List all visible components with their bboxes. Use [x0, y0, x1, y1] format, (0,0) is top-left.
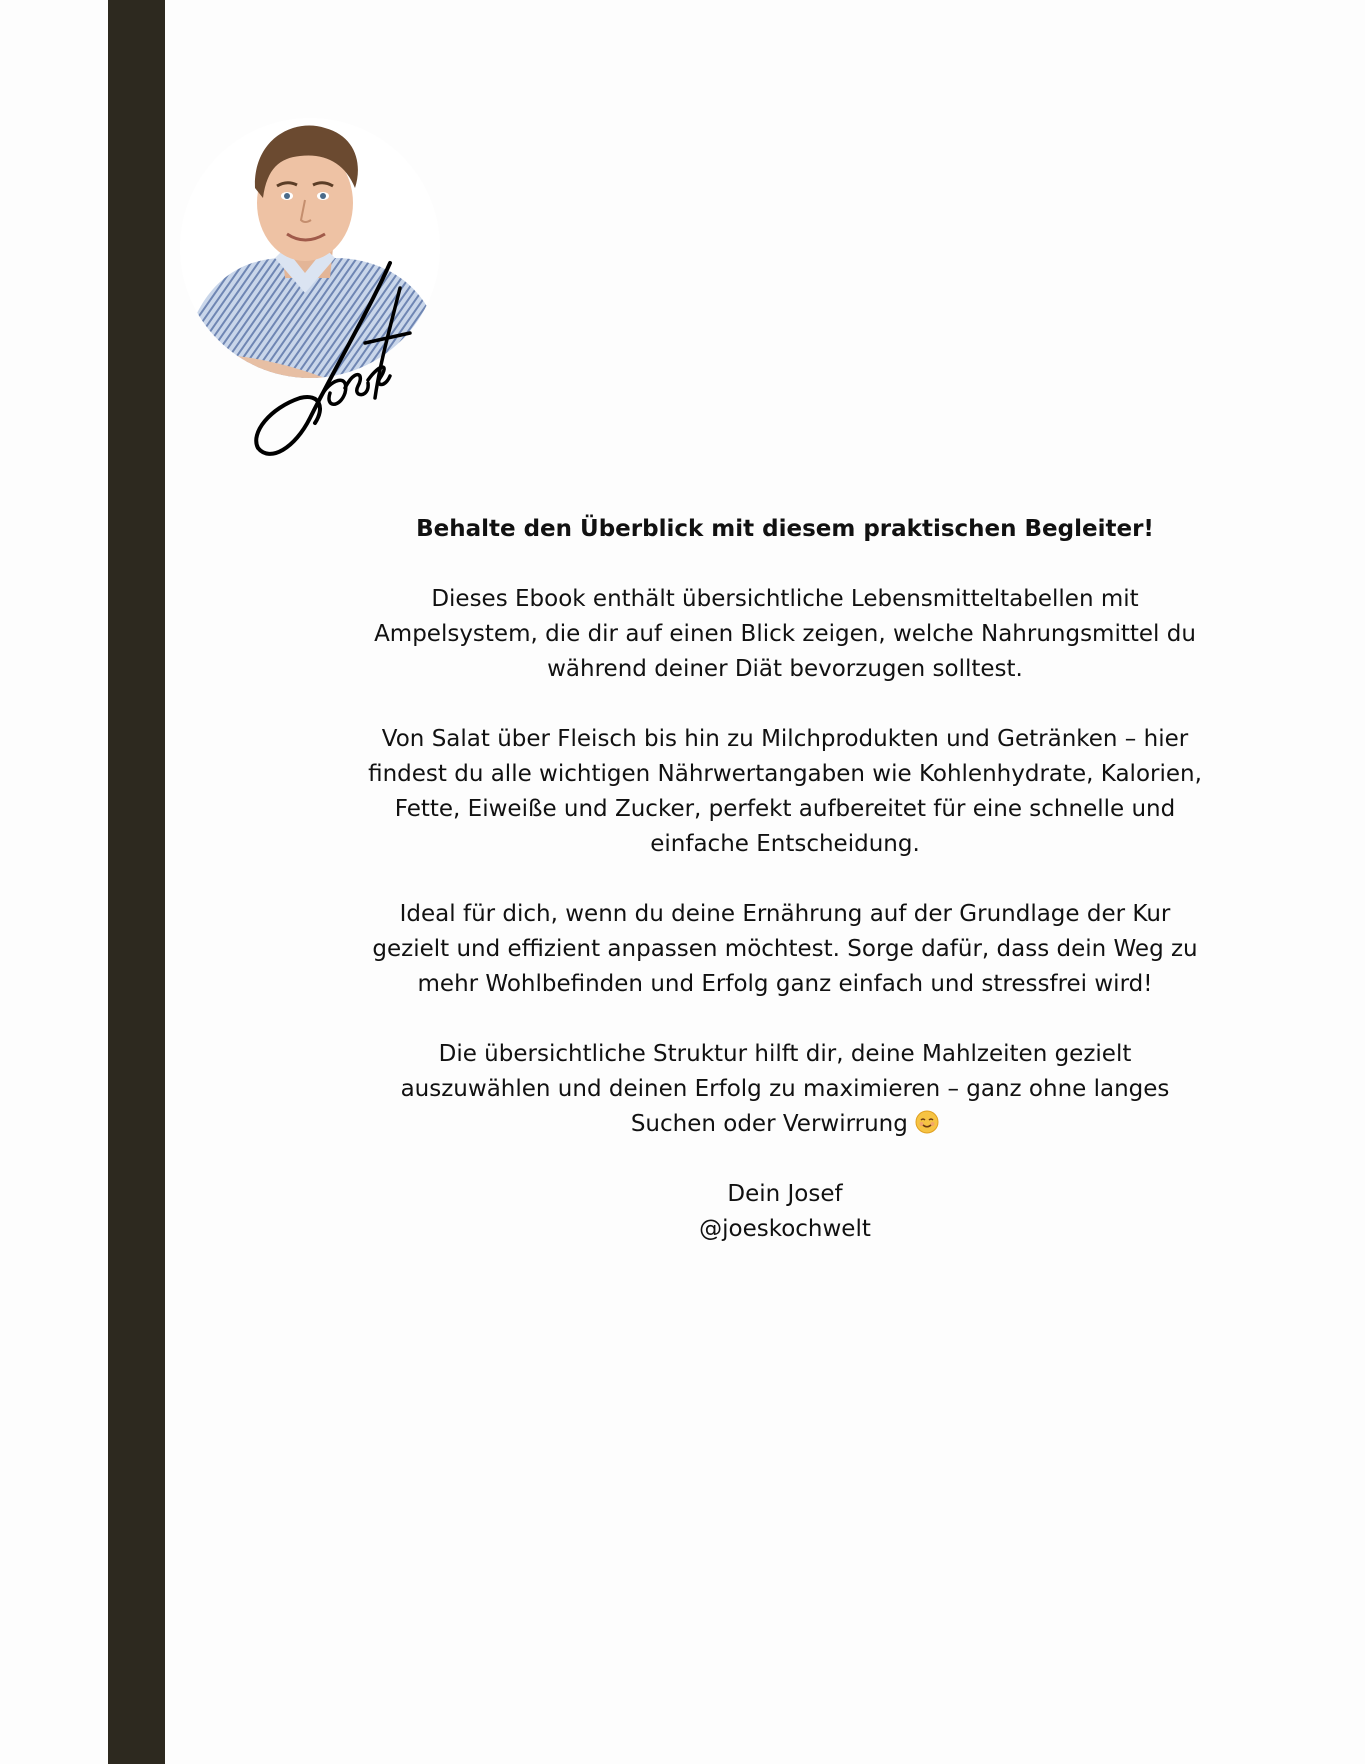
intro-paragraph-4	[365, 1037, 1205, 1142]
signature-icon	[240, 248, 420, 468]
smiling-face-icon	[915, 1110, 939, 1134]
social-handle: @joeskochwelt	[699, 1216, 871, 1242]
intro-paragraph-1: Dieses Ebook enthält übersichtliche Lebensmitteltabellen mit Ampelsystem, die dir auf einen Blick zeigen, welche Nahrungsmittel du während deiner Diät bevorzugen solltest.	[374, 586, 1196, 682]
closing-text: Dein Josef	[727, 1181, 843, 1207]
ebook-intro-text	[365, 512, 1205, 1247]
closing-block	[365, 1177, 1205, 1247]
intro-paragraph-2: Von Salat über Fleisch bis hin zu Milchprodukten und Getränken – hier findest du alle wichtigen Nährwertangaben wie Kohlenhydrate, Kalorien, Fette, Eiweiße und Zucker, perfekt aufbereitet für eine schnelle und einfache Entscheidung.	[368, 726, 1202, 857]
sidebar-bar	[108, 0, 165, 1764]
author-portrait	[165, 108, 465, 468]
intro-paragraph-3: Ideal für dich, wenn du deine Ernährung auf der Grundlage der Kur gezielt und effizient anpassen möchtest. Sorge dafür, dass dein Weg zu mehr Wohlbefinden und Erfolg ganz einfach und stressfrei wird!	[372, 901, 1198, 997]
intro-paragraph-4-text: Die übersichtliche Struktur hilft dir, deine Mahlzeiten gezielt auszuwählen und deinen Erfolg zu maximieren – ganz ohne langes Suchen oder Verwirrung	[400, 1041, 1170, 1137]
intro-heading: Behalte den Überblick mit diesem praktischen Begleiter!	[416, 516, 1154, 542]
